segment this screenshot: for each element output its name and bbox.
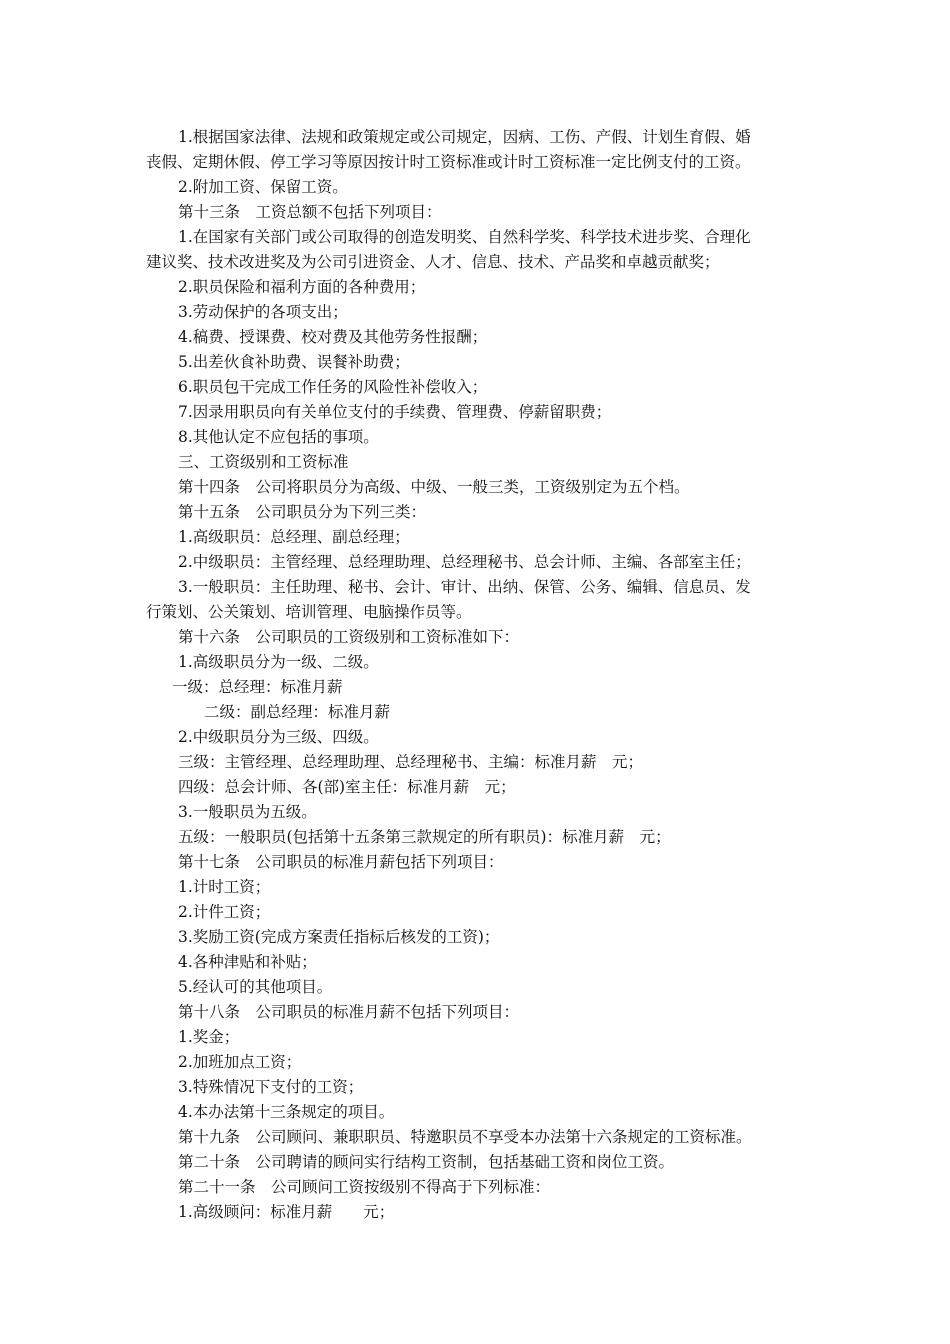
text-line: 丧假、定期休假、停工学习等原因按计时工资标准或计时工资标准一定比例支付的工资。	[146, 153, 751, 171]
text-line: 四级：总会计师、各(部)室主任：标准月薪 元；	[178, 778, 516, 796]
text-line: 2.职员保险和福利方面的各种费用；	[178, 278, 426, 296]
text-line: 1.根据国家法律、法规和政策规定或公司规定，因病、工伤、产假、计划生育假、婚	[178, 128, 751, 146]
text-line: 1.高级职员：总经理、副总经理；	[178, 528, 410, 546]
text-line: 三级：主管经理、总经理助理、总经理秘书、主编：标准月薪 元；	[178, 753, 644, 771]
section-heading: 三、工资级别和工资标准	[178, 453, 349, 471]
text-line: 4.各种津贴和补贴；	[178, 953, 317, 971]
section-heading: 第十九条 公司顾问、兼职职员、特邀职员不享受本办法第十六条规定的工资标准。	[178, 1128, 752, 1146]
text-line: 8.其他认定不应包括的事项。	[178, 428, 379, 446]
text-line: 5.经认可的其他项目。	[178, 978, 333, 996]
text-line: 7.因录用职员向有关单位支付的手续费、管理费、停薪留职费；	[178, 403, 612, 421]
section-heading: 第十八条 公司职员的标准月薪不包括下列项目：	[178, 1003, 520, 1021]
section-heading: 第十六条 公司职员的工资级别和工资标准如下：	[178, 628, 520, 646]
section-heading: 第十七条 公司职员的标准月薪包括下列项目：	[178, 853, 504, 871]
text-line: 五级：一般职员(包括第十五条第三款规定的所有职员)：标准月薪 元；	[178, 828, 671, 846]
text-line: 3.一般职员为五级。	[178, 803, 317, 821]
text-line: 3.劳动保护的各项支出；	[178, 303, 348, 321]
section-heading: 第十三条 工资总额不包括下列项目：	[178, 203, 442, 221]
text-line: 一级：总经理：标准月薪	[172, 678, 343, 696]
text-line: 4.稿费、授课费、校对费及其他劳务性报酬；	[178, 328, 488, 346]
text-line: 2.中级职员：主管经理、总经理助理、总经理秘书、总会计师、主编、各部室主任；	[178, 553, 751, 571]
text-line: 1.高级职员分为一级、二级。	[178, 653, 379, 671]
text-line: 二级：副总经理：标准月薪	[204, 703, 391, 721]
text-line: 3.特殊情况下支付的工资；	[178, 1078, 364, 1096]
text-line: 1.计时工资；	[178, 878, 271, 896]
text-line: 2.计件工资；	[178, 903, 271, 921]
text-line: 建议奖、技术改进奖及为公司引进资金、人才、信息、技术、产品奖和卓越贡献奖；	[146, 253, 720, 271]
text-line: 3.奖励工资(完成方案责任指标后核发的工资)；	[178, 928, 500, 946]
section-heading: 第十四条 公司将职员分为高级、中级、一般三类，工资级别定为五个档。	[178, 478, 690, 496]
text-line: 行策划、公关策划、培训管理、电脑操作员等。	[146, 603, 472, 621]
text-line: 1.奖金；	[178, 1028, 240, 1046]
section-heading: 第二十一条 公司顾问工资按级别不得高于下列标准：	[178, 1178, 551, 1196]
text-line: 4.本办法第十三条规定的项目。	[178, 1103, 395, 1121]
text-line: 5.出差伙食补助费、误餐补助费；	[178, 353, 410, 371]
text-line: 6.职员包干完成工作任务的风险性补偿收入；	[178, 378, 488, 396]
text-line: 1.高级顾问：标准月薪 元；	[178, 1203, 395, 1221]
text-line: 2.加班加点工资；	[178, 1053, 302, 1071]
text-line: 2.附加工资、保留工资。	[178, 178, 348, 196]
text-line: 1.在国家有关部门或公司取得的创造发明奖、自然科学奖、科学技术进步奖、合理化	[178, 228, 751, 246]
section-heading: 第二十条 公司聘请的顾问实行结构工资制，包括基础工资和岗位工资。	[178, 1153, 675, 1171]
text-line: 2.中级职员分为三级、四级。	[178, 728, 379, 746]
section-heading: 第十五条 公司职员分为下列三类：	[178, 503, 427, 521]
text-line: 3.一般职员：主任助理、秘书、会计、审计、出纳、保管、公务、编辑、信息员、发	[178, 578, 751, 596]
